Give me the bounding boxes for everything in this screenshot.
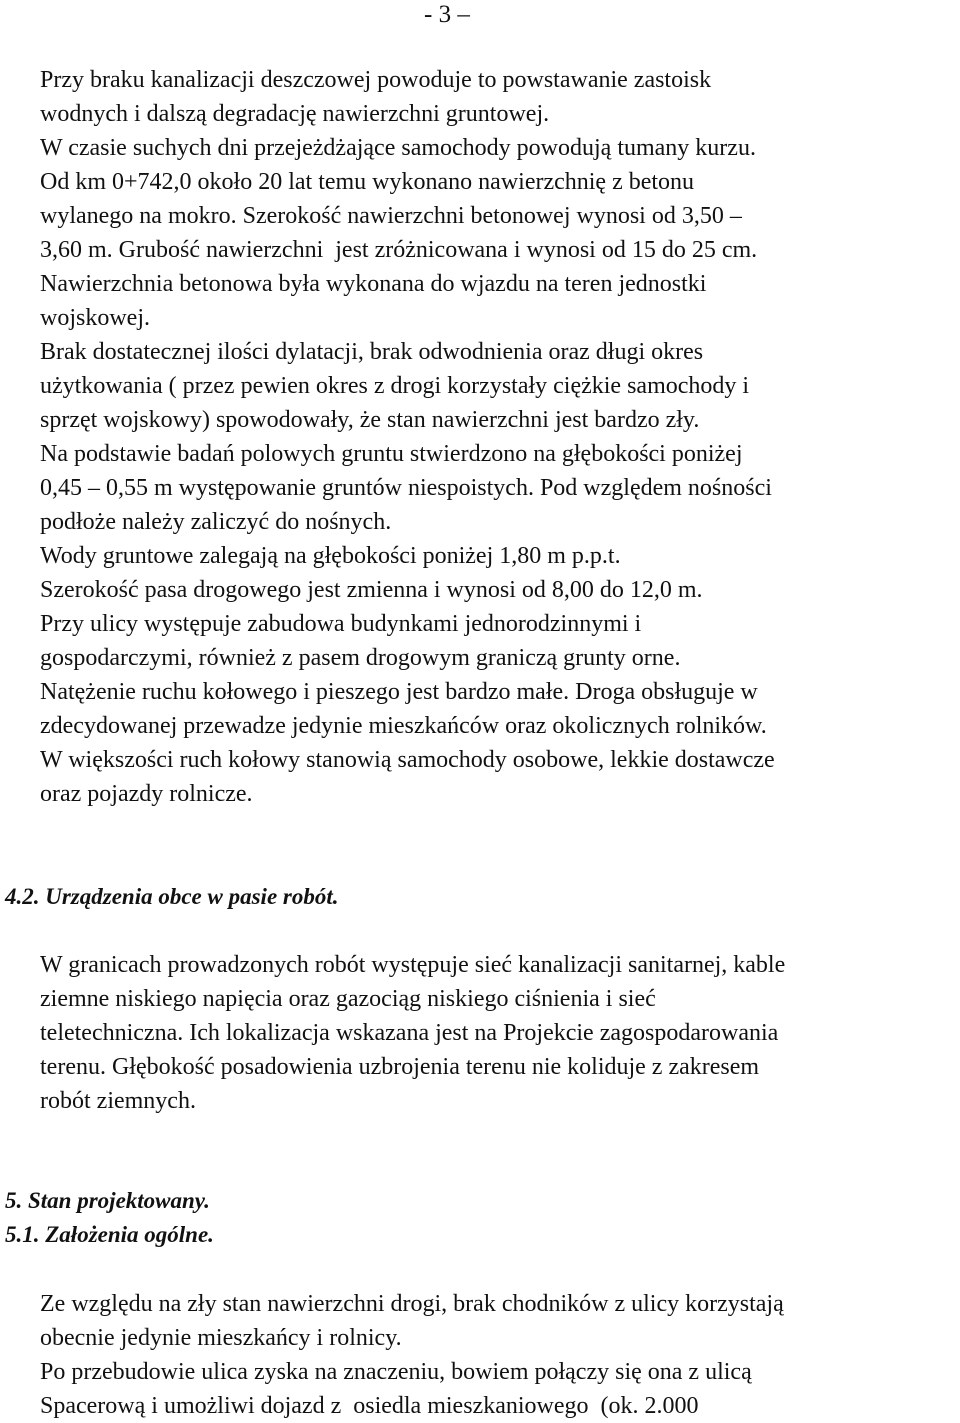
text-line: podłoże należy zaliczyć do nośnych.	[40, 509, 392, 535]
text-line: wylanego na mokro. Szerokość nawierzchni betonowej wynosi od 3,50 –	[40, 203, 742, 229]
paragraph-existing-road	[40, 63, 960, 811]
text-line: Ze względu na zły stan nawierzchni drogi, brak chodników z ulicy korzystają	[40, 1291, 784, 1317]
text-line: Spacerową i umożliwi dojazd z osiedla mieszkaniowego (ok. 2.000	[40, 1393, 699, 1419]
text-line: Przy braku kanalizacji deszczowej powoduje to powstawanie zastoisk	[40, 67, 712, 93]
text-line: Wody gruntowe zalegają na głębokości poniżej 1,80 m p.p.t.	[40, 543, 621, 569]
text-line: Przy ulicy występuje zabudowa budynkami jednorodzinnymi i	[40, 611, 642, 637]
text-line: 3,60 m. Grubość nawierzchni jest zróżnicowana i wynosi od 15 do 25 cm.	[40, 237, 758, 263]
text-line: W większości ruch kołowy stanowią samochody osobowe, lekkie dostawcze	[40, 747, 775, 773]
text-line: Na podstawie badań polowych gruntu stwierdzono na głębokości poniżej	[40, 441, 743, 467]
text-line: Od km 0+742,0 około 20 lat temu wykonano nawierzchnię z betonu	[40, 169, 695, 195]
text-line: zdecydowanej przewadze jedynie mieszkańców oraz okolicznych rolników.	[40, 713, 767, 739]
page-number: - 3 –	[424, 1, 470, 28]
section-heading-5: 5. Stan projektowany.	[5, 1188, 210, 1213]
paragraph-utilities	[40, 948, 960, 1118]
text-line: Po przebudowie ulica zyska na znaczeniu, bowiem połączy się ona z ulicą	[40, 1359, 752, 1385]
text-line: wojskowej.	[40, 305, 150, 331]
text-line: gospodarczymi, również z pasem drogowym graniczą grunty orne.	[40, 645, 681, 671]
text-line: sprzęt wojskowy) spowodowały, że stan nawierzchni jest bardzo zły.	[40, 407, 700, 433]
text-line: W czasie suchych dni przejeżdżające samochody powodują tumany kurzu.	[40, 135, 756, 161]
text-line: robót ziemnych.	[40, 1088, 196, 1114]
text-line: ziemne niskiego napięcia oraz gazociąg niskiego ciśnienia i sieć	[40, 986, 656, 1012]
text-line: wodnych i dalszą degradację nawierzchni gruntowej.	[40, 101, 550, 127]
section-heading-5-1: 5.1. Założenia ogólne.	[5, 1222, 214, 1247]
text-line: terenu. Głębokość posadowienia uzbrojenia terenu nie koliduje z zakresem	[40, 1054, 760, 1080]
text-line: Natężenie ruchu kołowego i pieszego jest bardzo małe. Droga obsługuje w	[40, 679, 758, 705]
text-line: Szerokość pasa drogowego jest zmienna i wynosi od 8,00 do 12,0 m.	[40, 577, 703, 603]
text-line: oraz pojazdy rolnicze.	[40, 781, 253, 807]
paragraph-general-assumptions	[40, 1287, 960, 1423]
text-line: teletechniczna. Ich lokalizacja wskazana jest na Projekcie zagospodarowania	[40, 1020, 779, 1046]
text-line: obecnie jedynie mieszkańcy i rolnicy.	[40, 1325, 402, 1351]
text-line: Nawierzchnia betonowa była wykonana do wjazdu na teren jednostki	[40, 271, 707, 297]
text-line: W granicach prowadzonych robót występuje sieć kanalizacji sanitarnej, kable	[40, 952, 786, 978]
text-line: 0,45 – 0,55 m występowanie gruntów niespoistych. Pod względem nośności	[40, 475, 772, 501]
text-line: użytkowania ( przez pewien okres z drogi korzystały ciężkie samochody i	[40, 373, 750, 399]
section-heading-4-2: 4.2. Urządzenia obce w pasie robót.	[5, 884, 339, 909]
text-line: Brak dostatecznej ilości dylatacji, brak odwodnienia oraz długi okres	[40, 339, 704, 365]
